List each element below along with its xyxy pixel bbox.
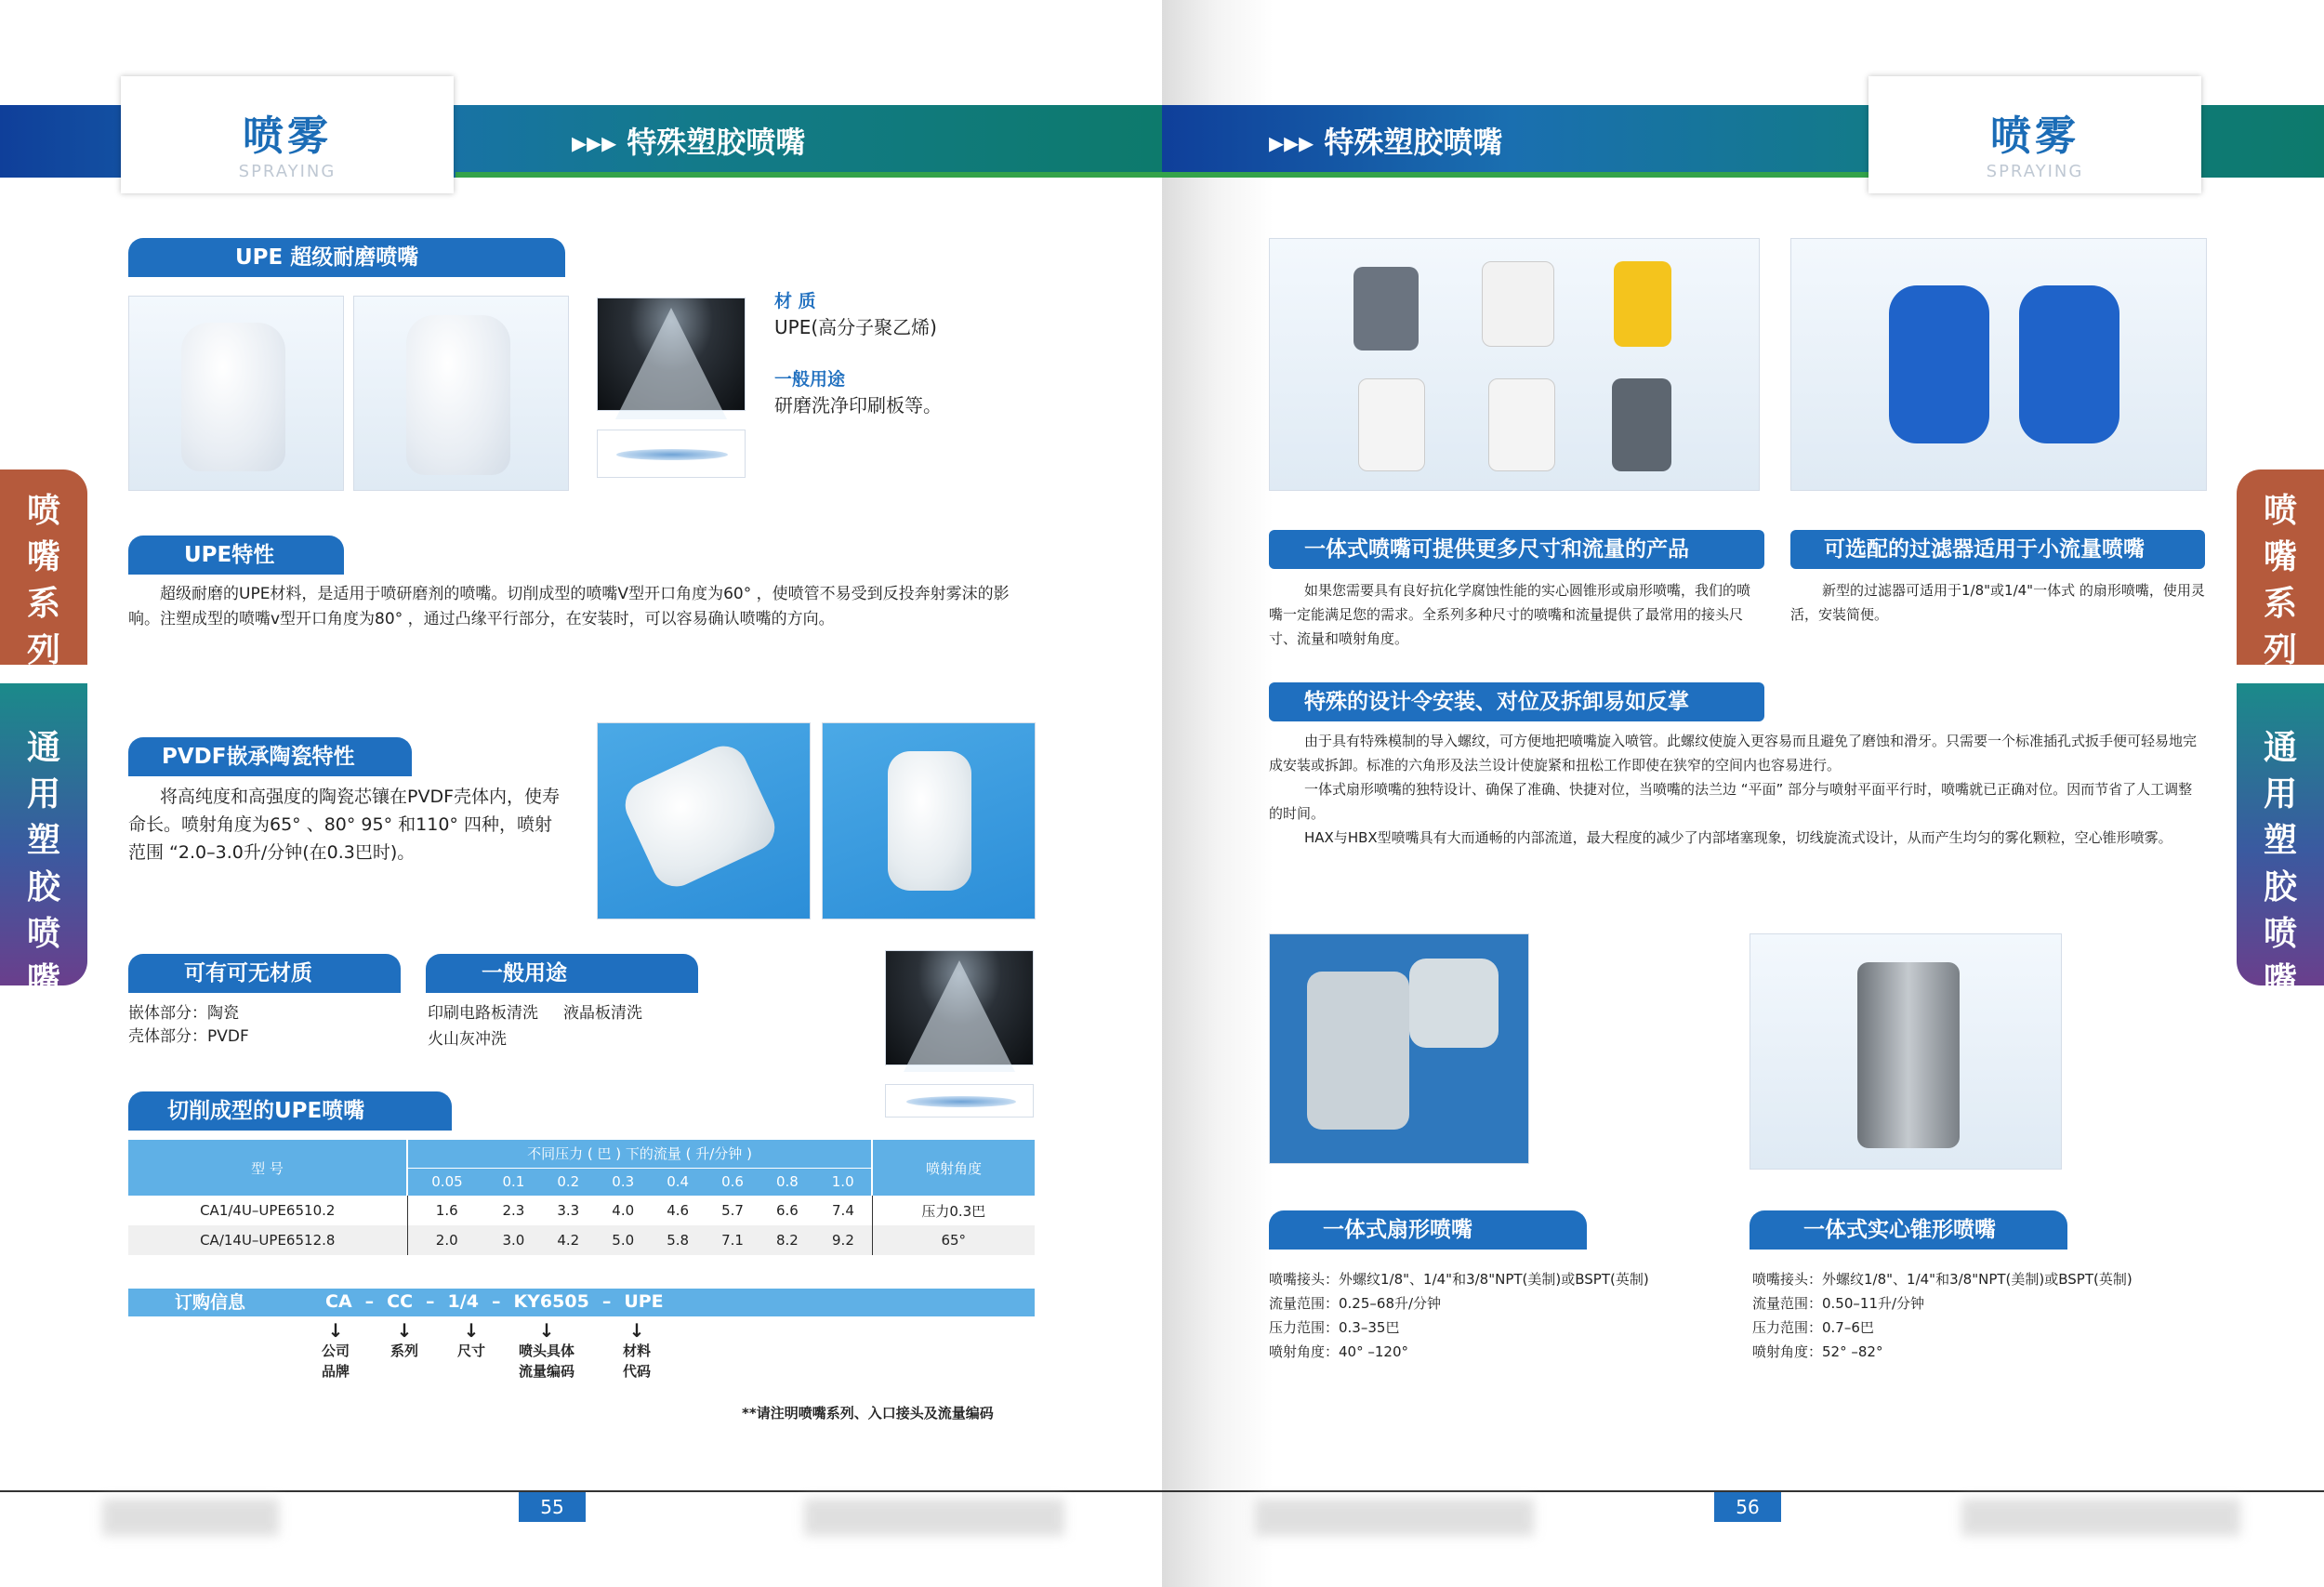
side-tab-char: 喷 <box>26 492 60 530</box>
side-tab-plastic-nozzles <box>2237 683 2324 999</box>
footer-blur <box>804 1499 1064 1536</box>
arrow-down-icon: ↓ <box>327 1319 344 1342</box>
pvdf-text: 将高纯度和高强度的陶瓷芯镶在PVDF壳体内，使寿命长。喷射角度为65° 、80° 95° 和110° 四种，喷射范围 “2.0–3.0升/分钟(在0.3巴时)。 <box>128 787 561 863</box>
side-tab-char: 列 <box>2263 631 2297 669</box>
side-tab-char: 喷 <box>2263 915 2297 953</box>
order-caption <box>623 1320 651 1382</box>
integral-nozzles-photo <box>1269 238 1760 491</box>
general-use-line-1: 印刷电路板清洗 液晶板清洗 <box>428 1004 643 1023</box>
table-cell-flow: 7.1 <box>721 1232 744 1249</box>
table-cell-flow: 5.8 <box>667 1232 690 1249</box>
side-tab-char: 通 <box>26 729 60 767</box>
table-cell-angle: 压力0.3巴 <box>872 1196 1035 1225</box>
table-pressure-header: 0.2 <box>557 1173 580 1191</box>
table-pressure-header: 0.4 <box>667 1173 690 1191</box>
order-caption <box>457 1320 485 1361</box>
band-title: ▸▸▸ 特殊塑胶喷嘴 <box>1269 125 1503 160</box>
spray-pattern-1 <box>597 430 746 478</box>
side-tab-char: 列 <box>26 631 60 669</box>
fan-line-4: 喷射角度：40° –120° <box>1269 1343 1408 1360</box>
order-captions <box>316 1320 688 1404</box>
table-cell-flow: 3.3 <box>557 1202 580 1219</box>
pvdf-photo-2 <box>822 722 1036 919</box>
side-tab-char: 嘴 <box>26 961 60 999</box>
table-cell-flow: 7.4 <box>832 1202 854 1219</box>
fan-line-2: 流量范围：0.25–68升/分钟 <box>1269 1295 1442 1312</box>
order-code-part: – <box>601 1291 612 1312</box>
table-col-flow: 不同压力 ( 巴 ) 下的流量 ( 升/分钟 ) <box>407 1140 872 1168</box>
general-use-line-2: 火山灰冲洗 <box>428 1030 507 1049</box>
section-title: 喷雾 <box>243 112 332 160</box>
side-tab-nozzle-series <box>2237 469 2324 669</box>
integral-text: 如果您需要具有良好抗化学腐蚀性能的实心圆锥形或扇形喷嘴，我们的喷嘴一定能满足您的需求。全系列多种尺寸的喷嘴和流量提供了最常用的接头尺寸、流量和喷射角度。 <box>1269 582 1751 647</box>
cone-line-2: 流量范围：0.50–11升/分钟 <box>1752 1295 1925 1312</box>
filter-nozzles-photo <box>1790 238 2207 491</box>
section-title-box <box>1868 76 2201 193</box>
table-pressure-header: 0.05 <box>431 1173 463 1191</box>
footer-blur <box>102 1499 279 1536</box>
order-note: **请注明喷嘴系列、入口接头及流量编码 <box>742 1405 994 1422</box>
order-caption-text: 尺寸 <box>457 1342 486 1359</box>
options-header: 可有可无材质 <box>128 954 401 993</box>
order-caption-text: 喷头具体 流量编码 <box>519 1342 575 1380</box>
spray-pattern-2 <box>885 1084 1034 1118</box>
table-cell-flow: 8.2 <box>776 1232 799 1249</box>
spray-photo-1 <box>597 298 746 411</box>
order-caption <box>322 1320 350 1382</box>
page-number: 56 <box>1714 1492 1781 1522</box>
table-row <box>128 1196 1035 1225</box>
order-caption <box>519 1320 574 1382</box>
side-tab-char: 嘴 <box>2263 961 2297 999</box>
pvdf-photo-1 <box>597 722 811 919</box>
section-title: 喷雾 <box>1990 112 2080 160</box>
table-pressure-header: 1.0 <box>831 1173 854 1191</box>
table-pressure-header: 0.3 <box>612 1173 635 1191</box>
order-caption <box>390 1320 418 1361</box>
section-subtitle: SPRAYING <box>1986 162 2084 181</box>
side-tab-plastic-nozzles <box>0 683 87 999</box>
side-tab-char: 用 <box>26 775 60 813</box>
order-caption-text: 材料 代码 <box>623 1342 652 1380</box>
order-code-part: CC <box>387 1291 414 1312</box>
side-tab-char: 嘴 <box>26 538 60 576</box>
order-caption-text: 公司 品牌 <box>322 1342 350 1380</box>
table-cell-flow: 2.3 <box>502 1202 525 1219</box>
spray-photo-2 <box>885 950 1034 1065</box>
arrow-down-icon: ↓ <box>628 1319 645 1342</box>
table-header: 切削成型的UPE喷嘴 <box>128 1091 452 1131</box>
flow-table <box>128 1140 1035 1255</box>
order-caption-text: 系列 <box>390 1342 419 1359</box>
right-page <box>1162 0 2324 1587</box>
section-title-box <box>121 76 454 193</box>
table-cell-model: CA1/4U–UPE6510.2 <box>128 1196 407 1225</box>
usage-value: 研磨洗净印刷板等。 <box>774 394 942 417</box>
fan-line-3: 压力范围：0.3–35巴 <box>1269 1319 1400 1336</box>
side-tab-char: 系 <box>26 585 60 623</box>
options-line-2: 壳体部分：PVDF <box>128 1027 249 1046</box>
table-cell-flow: 4.2 <box>557 1232 580 1249</box>
table-cell-flow: 4.0 <box>612 1202 635 1219</box>
table-cell-flow: 9.2 <box>832 1232 854 1249</box>
filter-text: 新型的过滤器可适用于1/8"或1/4"一体式 的扇形喷嘴，使用灵活，安装简便。 <box>1790 582 2205 623</box>
fan-header: 一体式扇形喷嘴 <box>1269 1210 1587 1250</box>
side-tab-char: 喷 <box>26 915 60 953</box>
table-pressure-header: 0.1 <box>502 1173 525 1191</box>
arrow-down-icon: ↓ <box>396 1319 413 1342</box>
cone-line-4: 喷射角度：52° –82° <box>1752 1343 1883 1360</box>
side-tab-char: 胶 <box>2263 868 2297 906</box>
options-line-1: 嵌体部分：陶瓷 <box>128 1004 239 1023</box>
table-cell-flow: 5.7 <box>721 1202 744 1219</box>
table-col-model: 型 号 <box>128 1140 407 1196</box>
side-tab-nozzle-series <box>0 469 87 669</box>
order-code-part: KY6505 <box>513 1291 589 1312</box>
cone-nozzle-photo <box>1750 933 2062 1170</box>
upe-header: UPE 超级耐磨喷嘴 <box>128 238 565 277</box>
material-value: UPE(高分子聚乙烯) <box>774 316 937 338</box>
table-cell-flow: 1.6 <box>435 1202 458 1219</box>
page-number: 55 <box>519 1492 586 1522</box>
arrow-down-icon: ↓ <box>538 1319 555 1342</box>
table-row <box>128 1225 1035 1255</box>
band-title: ▸▸▸ 特殊塑胶喷嘴 <box>572 125 806 160</box>
material-label: 材 质 <box>774 291 816 311</box>
side-tab-char: 通 <box>2263 729 2297 767</box>
order-info-label: 订购信息 <box>175 1292 246 1313</box>
upe-nozzle-photo-1 <box>128 296 344 491</box>
design-text-2: 一体式扇形喷嘴的独特设计、确保了准确、快捷对位，当喷嘴的法兰边 “平面” 部分与喷射平面平行时，喷嘴就已正确对位。因而节省了人工调整的时间。 <box>1269 781 2193 822</box>
order-code-part: – <box>426 1291 435 1312</box>
upe-nozzle-photo-2 <box>353 296 569 491</box>
usage-label: 一般用途 <box>774 369 846 390</box>
side-tab-char: 嘴 <box>2263 538 2297 576</box>
header-green-line <box>456 172 1162 178</box>
table-col-angle: 喷射角度 <box>872 1140 1035 1196</box>
side-tab-char: 胶 <box>26 868 60 906</box>
fan-nozzle-photo <box>1269 933 1529 1164</box>
order-code-part: UPE <box>624 1291 664 1312</box>
integral-header: 一体式喷嘴可提供更多尺寸和流量的产品 <box>1269 530 1764 569</box>
filter-header: 可选配的过滤器适用于小流量喷嘴 <box>1790 530 2205 569</box>
design-text-3: HAX与HBX型喷嘴具有大而通畅的内部流道，最大程度的减少了内部堵塞现象，切线旋流式设计，从而产生均匀的雾化颗粒，空心锥形喷雾。 <box>1304 829 2172 846</box>
side-tab-char: 喷 <box>2263 492 2297 530</box>
footer-blur <box>1255 1499 1534 1536</box>
table-cell-flow: 6.6 <box>776 1202 799 1219</box>
table-cell-angle: 65° <box>872 1225 1035 1255</box>
fan-line-1: 喷嘴接头：外螺纹1/8"、1/4"和3/8"NPT(美制)或BSPT(英制) <box>1269 1271 1649 1288</box>
cone-line-3: 压力范围：0.7–6巴 <box>1752 1319 1874 1336</box>
pvdf-header: PVDF嵌承陶瓷特性 <box>128 737 412 776</box>
side-tab-char: 系 <box>2263 585 2297 623</box>
table-cell-flow: 2.0 <box>435 1232 458 1249</box>
order-code <box>325 1291 664 1316</box>
order-code-part: 1/4 <box>447 1291 479 1312</box>
order-code-part: CA <box>325 1291 352 1312</box>
side-tab-char: 用 <box>2263 775 2297 813</box>
design-header: 特殊的设计令安装、对位及拆卸易如反掌 <box>1269 682 1764 721</box>
side-tab-char: 塑 <box>2263 822 2297 860</box>
order-code-part: – <box>364 1291 375 1312</box>
header-green-line <box>1162 172 1868 178</box>
cone-line-1: 喷嘴接头：外螺纹1/8"、1/4"和3/8"NPT(美制)或BSPT(英制) <box>1752 1271 2133 1288</box>
table-cell-flow: 3.0 <box>502 1232 525 1249</box>
general-use-header: 一般用途 <box>426 954 698 993</box>
side-tab-char: 塑 <box>26 822 60 860</box>
table-cell-model: CA/14U–UPE6512.8 <box>128 1225 407 1255</box>
table-pressure-header: 0.6 <box>721 1173 744 1191</box>
section-subtitle: SPRAYING <box>238 162 337 181</box>
upe-feature-header: UPE特性 <box>128 536 344 575</box>
cone-header: 一体式实心锥形喷嘴 <box>1750 1210 2067 1250</box>
order-code-part: – <box>491 1291 501 1312</box>
arrow-down-icon: ↓ <box>463 1319 480 1342</box>
table-cell-flow: 5.0 <box>612 1232 635 1249</box>
footer-blur <box>1961 1499 2240 1536</box>
design-text-1: 由于具有特殊模制的导入螺纹，可方便地把喷嘴旋入喷管。此螺纹使旋入更容易而且避免了磨蚀和滑牙。只需要一个标准插孔式扳手便可轻易地完成安装或拆卸。标准的六角形及法兰设计使旋紧和扭松工作即使在狭窄的空间内也容易进行。 <box>1269 733 2198 774</box>
table-pressure-header: 0.8 <box>776 1173 799 1191</box>
table-cell-flow: 4.6 <box>667 1202 690 1219</box>
upe-feature-text: 超级耐磨的UPE材料，是适用于喷研磨剂的喷嘴。切削成型的喷嘴V型开口角度为60° ，使喷管不易受到反投奔射雾沫的影响。注塑成型的喷嘴v型开口角度为80° ，通过凸缘平行部分，在安装时，可以容易确认喷嘴的方向。 <box>128 585 1010 628</box>
